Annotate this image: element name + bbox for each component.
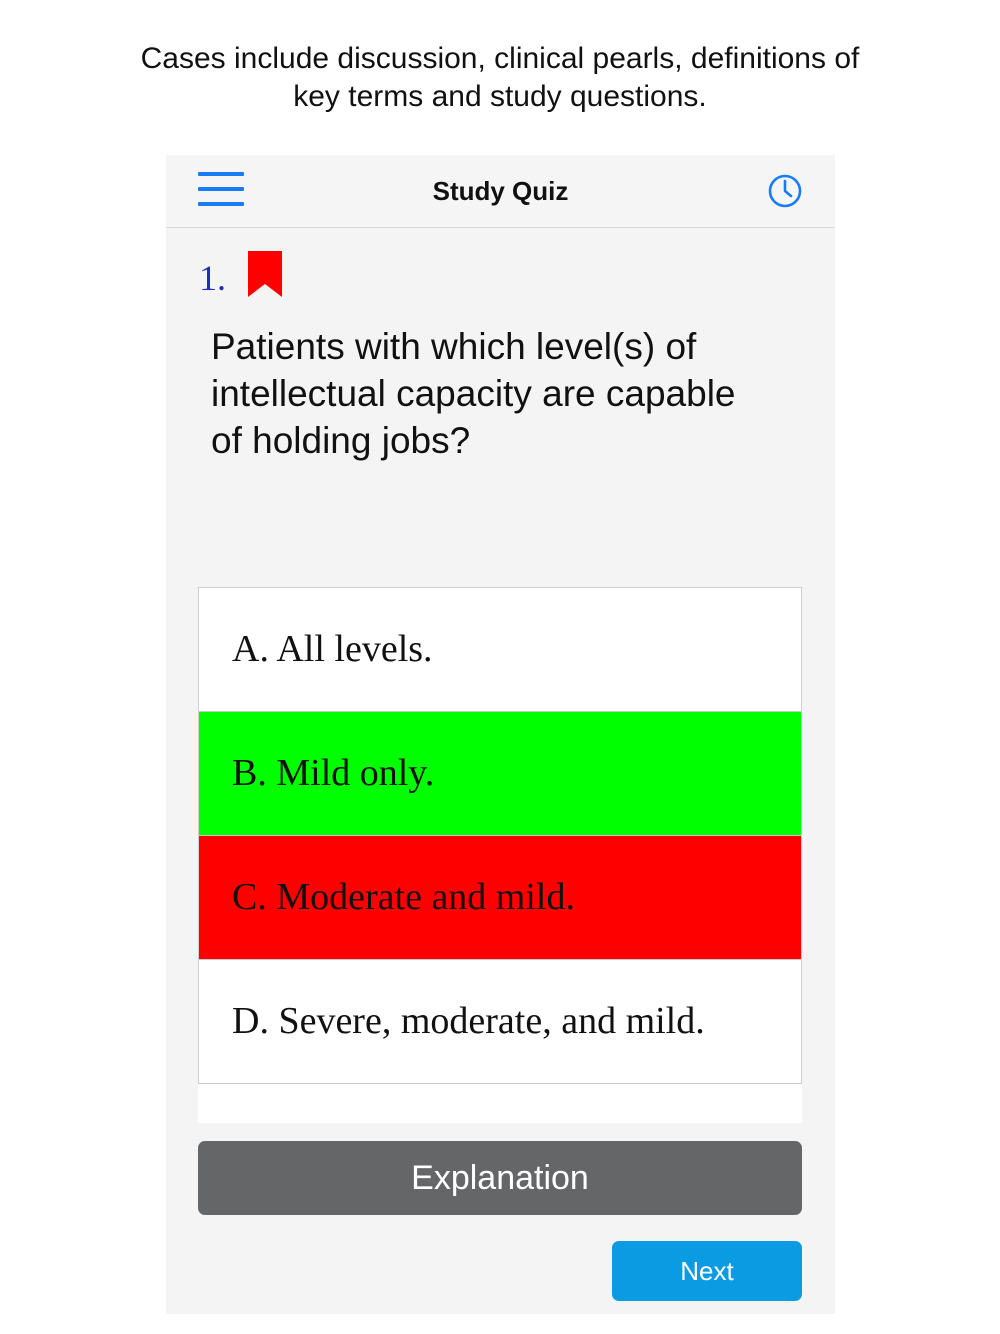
question-text xyxy=(211,323,801,464)
promo-caption xyxy=(0,40,1000,116)
question-line: Patients with which level(s) of xyxy=(211,326,697,367)
nav-bar xyxy=(166,155,835,228)
answer-option-d[interactable] xyxy=(198,960,802,1084)
question-line: intellectual capacity are capable xyxy=(211,373,736,414)
bookmark-icon[interactable] xyxy=(248,251,282,297)
question-number: 1. xyxy=(199,258,226,298)
hamburger-menu-icon[interactable] xyxy=(198,172,244,208)
page-title: Study Quiz xyxy=(432,176,569,206)
answer-list xyxy=(198,587,802,1123)
explanation-button[interactable]: Explanation xyxy=(198,1141,802,1215)
answer-option-b[interactable] xyxy=(198,712,802,836)
answer-label: C. Moderate and mild. xyxy=(232,876,575,918)
answer-label: D. Severe, moderate, and mild. xyxy=(232,1000,705,1042)
answer-option-c[interactable] xyxy=(198,836,802,960)
caption-line-1: Cases include discussion, clinical pearls, definitions of xyxy=(140,42,860,75)
answer-label: B. Mild only. xyxy=(232,752,435,794)
clock-icon[interactable] xyxy=(767,173,803,209)
answer-label: A. All levels. xyxy=(232,628,433,670)
app-screen xyxy=(166,155,835,1314)
next-button[interactable]: Next xyxy=(612,1241,802,1301)
caption-line-2: key terms and study questions. xyxy=(293,80,707,113)
answer-option-a[interactable] xyxy=(198,588,802,712)
question-line: of holding jobs? xyxy=(211,420,471,461)
